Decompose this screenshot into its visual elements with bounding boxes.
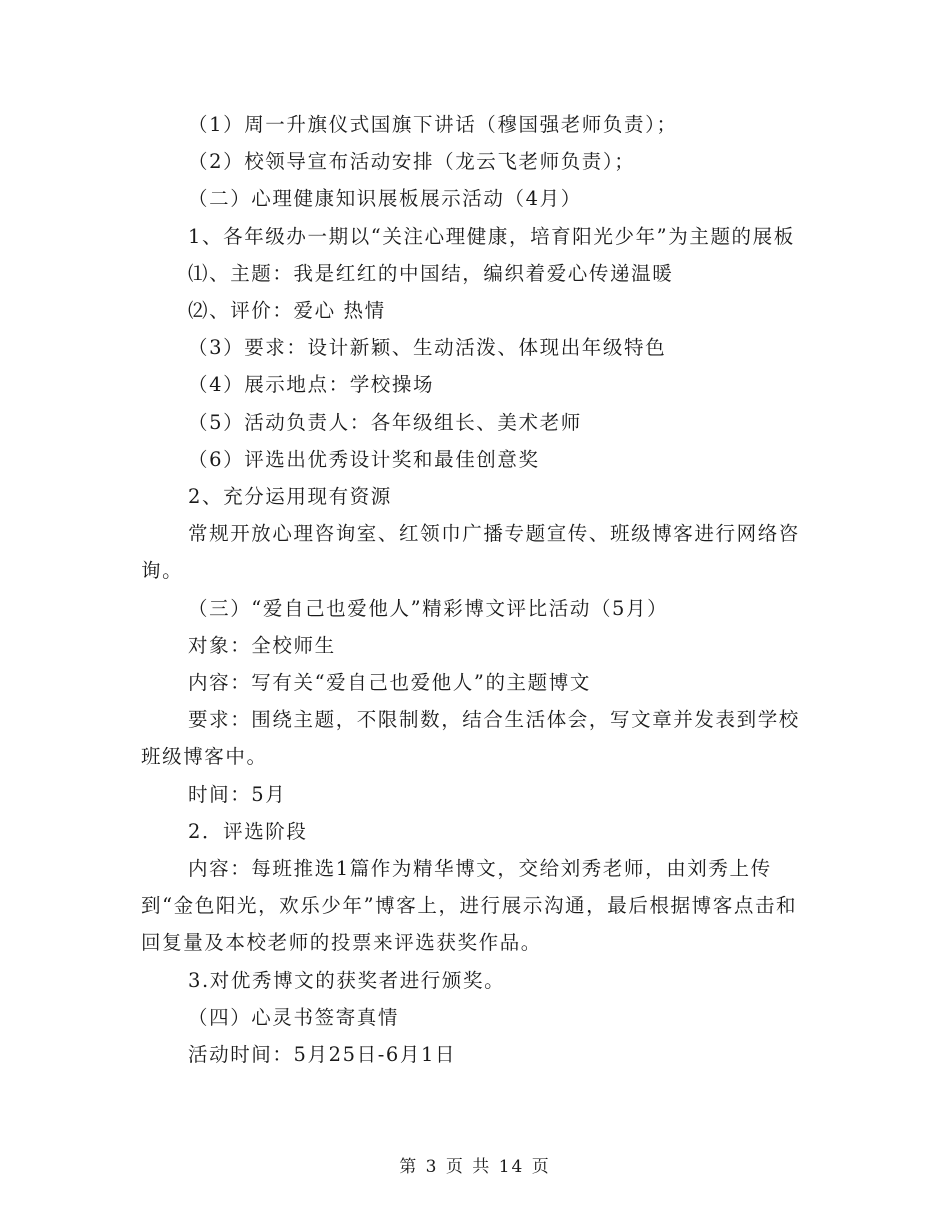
paragraph-13: 内容：写有关“爱自己也爱他人”的主题博文 <box>188 671 591 695</box>
paragraph-19: 活动时间：5月25日-6月1日 <box>188 1043 457 1067</box>
paragraph-3: 1、各年级办一期以“关注心理健康，培育阳光少年”为主题的展板 <box>188 224 795 248</box>
section-heading-3: （三）“爱自己也爱他人”精彩博文评比活动（5月） <box>188 596 669 620</box>
paragraph-5: ⑵、评价：爱心 热情 <box>188 299 386 323</box>
paragraph-2: （2）校领导宣布活动安排（龙云飞老师负责）； <box>188 150 636 174</box>
paragraph-11: 常规开放心理咨询室、红领巾广播专题宣传、班级博客进行网络咨询。 <box>141 522 800 583</box>
paragraph-10: 2、充分运用现有资源 <box>188 485 392 509</box>
paragraph-18: 3.对优秀博文的获奖者进行颁奖。 <box>188 968 506 992</box>
section-heading-4: （四）心灵书签寄真情 <box>188 1005 400 1029</box>
paragraph-14: 要求：围绕主题，不限制数，结合生活体会，写文章并发表到学校班级博客中。 <box>141 708 800 769</box>
document-body <box>141 106 811 1073</box>
paragraph-12: 对象：全校师生 <box>188 633 336 657</box>
paragraph-1: （1）周一升旗仪式国旗下讲话（穆国强老师负责）； <box>188 113 678 136</box>
paragraph-8: （5）活动负责人：各年级组长、美术老师 <box>188 410 582 434</box>
paragraph-4: ⑴、主题：我是红红的中国结，编织着爱心传递温暖 <box>188 261 674 285</box>
paragraph-9: （6）评选出优秀设计奖和最佳创意奖 <box>188 447 540 471</box>
paragraph-15: 时间：5月 <box>188 782 287 806</box>
paragraph-16: 2．评选阶段 <box>188 819 308 843</box>
section-heading-2: （二）心理健康知识展板展示活动（4月） <box>188 187 582 211</box>
paragraph-17: 内容：每班推选1篇作为精华博文，交给刘秀老师，由刘秀上传到“金色阳光，欢乐少年”博客上，进行展示沟通，最后根据博客点击和回复量及本校老师的投票来评选获奖作品。 <box>141 857 798 955</box>
paragraph-7: （4）展示地点：学校操场 <box>188 373 435 397</box>
paragraph-6: （3）要求：设计新颖、生动活泼、体现出年级特色 <box>188 336 667 360</box>
page-number-footer: 第 3 页 共 14 页 <box>399 1157 551 1177</box>
